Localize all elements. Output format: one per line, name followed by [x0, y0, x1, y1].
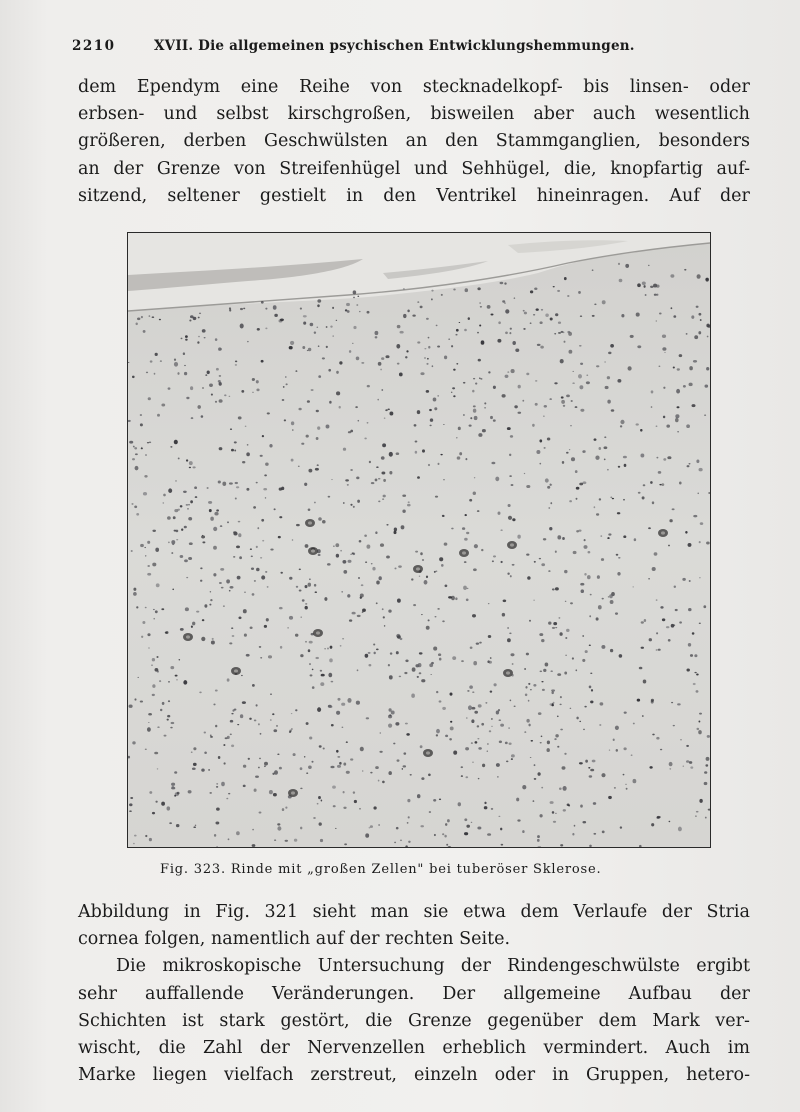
word: Ependym [136, 77, 221, 97]
word: Gruppen, [585, 1065, 670, 1086]
word: sehr [78, 983, 117, 1004]
body-text-bottom [78, 899, 750, 1089]
word: gestielt [259, 185, 327, 206]
word: Grenze [408, 1010, 472, 1031]
word: rechten [385, 929, 454, 950]
page-number: 2210 [72, 38, 116, 54]
word: vermindert. [543, 1037, 649, 1058]
word: der [719, 983, 750, 1004]
word: Abbildung [78, 902, 170, 922]
word: hetero- [686, 1065, 750, 1086]
word: besonders [658, 131, 750, 152]
text-line [78, 899, 750, 926]
text-line [78, 101, 750, 128]
word: Nervenzellen [307, 1037, 426, 1058]
word: und [163, 104, 198, 125]
word: stark [219, 1010, 265, 1031]
word: kirschgroßen, [287, 104, 412, 125]
word: der [460, 956, 491, 977]
word: stecknadelkopf- [422, 77, 563, 97]
word: erheblich [442, 1037, 527, 1058]
micrograph-image [128, 233, 710, 847]
text-line [78, 128, 750, 155]
word: die [158, 1037, 186, 1058]
word: Auch [665, 1037, 711, 1058]
page-header [72, 38, 760, 58]
word: auffallende [145, 983, 244, 1004]
text-line [78, 74, 750, 101]
word: an [78, 158, 100, 179]
word: sieht [312, 902, 356, 922]
word: Streifenhügel [279, 158, 401, 179]
word: in [552, 1065, 569, 1086]
word: gestört, [280, 1010, 350, 1031]
word: von [234, 158, 266, 179]
word: zerstreut, [310, 1065, 397, 1086]
word: wesentlich [654, 104, 750, 125]
word: von [370, 77, 403, 97]
word: knopfartig [610, 158, 703, 179]
word: den [383, 185, 417, 206]
figure-caption: Fig. 323. Rinde mit „großen Zellen" bei tuberöser Sklerose. [160, 862, 602, 877]
word: Reihe [299, 77, 350, 97]
word: im [727, 1037, 750, 1058]
word: mikroskopische [162, 956, 302, 977]
word: ist [182, 1010, 204, 1031]
word: erbsen- [78, 104, 145, 125]
word: vielfach [224, 1065, 294, 1086]
word: etwa [463, 902, 506, 922]
word: den [445, 131, 478, 152]
word: auf [315, 929, 344, 950]
word: Sehhügel, [461, 158, 551, 179]
word: Schichten [78, 1010, 167, 1031]
word: Der [442, 983, 476, 1004]
word: Verlaufe [573, 902, 648, 922]
word: liegen [152, 1065, 208, 1086]
word: auch [592, 104, 636, 125]
word: namentlich [210, 929, 311, 950]
word: die [365, 1010, 393, 1031]
word: einzeln [413, 1065, 478, 1086]
text-line [78, 1062, 750, 1089]
word: Seite. [459, 929, 511, 950]
word: selbst [216, 104, 269, 125]
word: ver- [715, 1010, 750, 1031]
word: Rindengeschwülste [507, 956, 680, 977]
word: Ventrikel [436, 185, 517, 206]
word: die, [563, 158, 597, 179]
word: ergibt [696, 956, 750, 977]
word: Stria [706, 902, 750, 922]
word: 321 [264, 902, 298, 922]
word: Fig. [215, 902, 250, 922]
word: Stammganglien, [495, 131, 641, 152]
text-line [78, 183, 750, 210]
word: cornea [78, 929, 139, 950]
word: Mark [652, 1010, 700, 1031]
word: Grenze [156, 158, 221, 179]
running-head: XVII. Die allgemeinen psychischen Entwicklungshemmungen. [154, 38, 635, 54]
word: in [346, 185, 364, 206]
text-line [78, 926, 750, 953]
word: Aufbau [628, 983, 692, 1004]
word: seltener [167, 185, 240, 206]
word: der [349, 929, 380, 950]
word: Die [116, 956, 146, 977]
word: Marke [78, 1065, 136, 1086]
word: Untersuchung [317, 956, 445, 977]
word: sitzend, [78, 185, 148, 206]
word: oder [494, 1065, 536, 1086]
word: auf- [716, 158, 750, 179]
word: gegenüber [487, 1010, 583, 1031]
word: Auf [669, 185, 700, 206]
word: dem [78, 77, 117, 97]
word: folgen, [144, 929, 206, 950]
text-line [78, 156, 750, 183]
body-text-top [78, 74, 750, 210]
word: man [370, 902, 409, 922]
word: eine [240, 77, 279, 97]
text-line [78, 981, 750, 1008]
word: in [183, 902, 201, 922]
word: Geschwülsten [264, 131, 388, 152]
word: der [661, 902, 692, 922]
text-line [78, 1008, 750, 1035]
word: bis [583, 77, 610, 97]
word: und [414, 158, 448, 179]
word: Veränderungen. [272, 983, 415, 1004]
word: größeren, [78, 131, 166, 152]
word: derben [183, 131, 247, 152]
word: der [719, 185, 750, 206]
word: hineinragen. [536, 185, 650, 206]
word: Zahl [203, 1037, 243, 1058]
word: linsen- [629, 77, 689, 97]
word: oder [709, 77, 750, 97]
text-line [78, 953, 750, 980]
word: sie [423, 902, 449, 922]
word: der [113, 158, 144, 179]
word: dem [598, 1010, 637, 1031]
word: der [259, 1037, 290, 1058]
word: an [405, 131, 428, 152]
word: allgemeine [503, 983, 601, 1004]
word: dem [520, 902, 559, 922]
text-line [78, 1035, 750, 1062]
word: bisweilen [430, 104, 515, 125]
word: aber [533, 104, 574, 125]
word: wischt, [78, 1037, 142, 1058]
figure-micrograph [127, 232, 711, 848]
